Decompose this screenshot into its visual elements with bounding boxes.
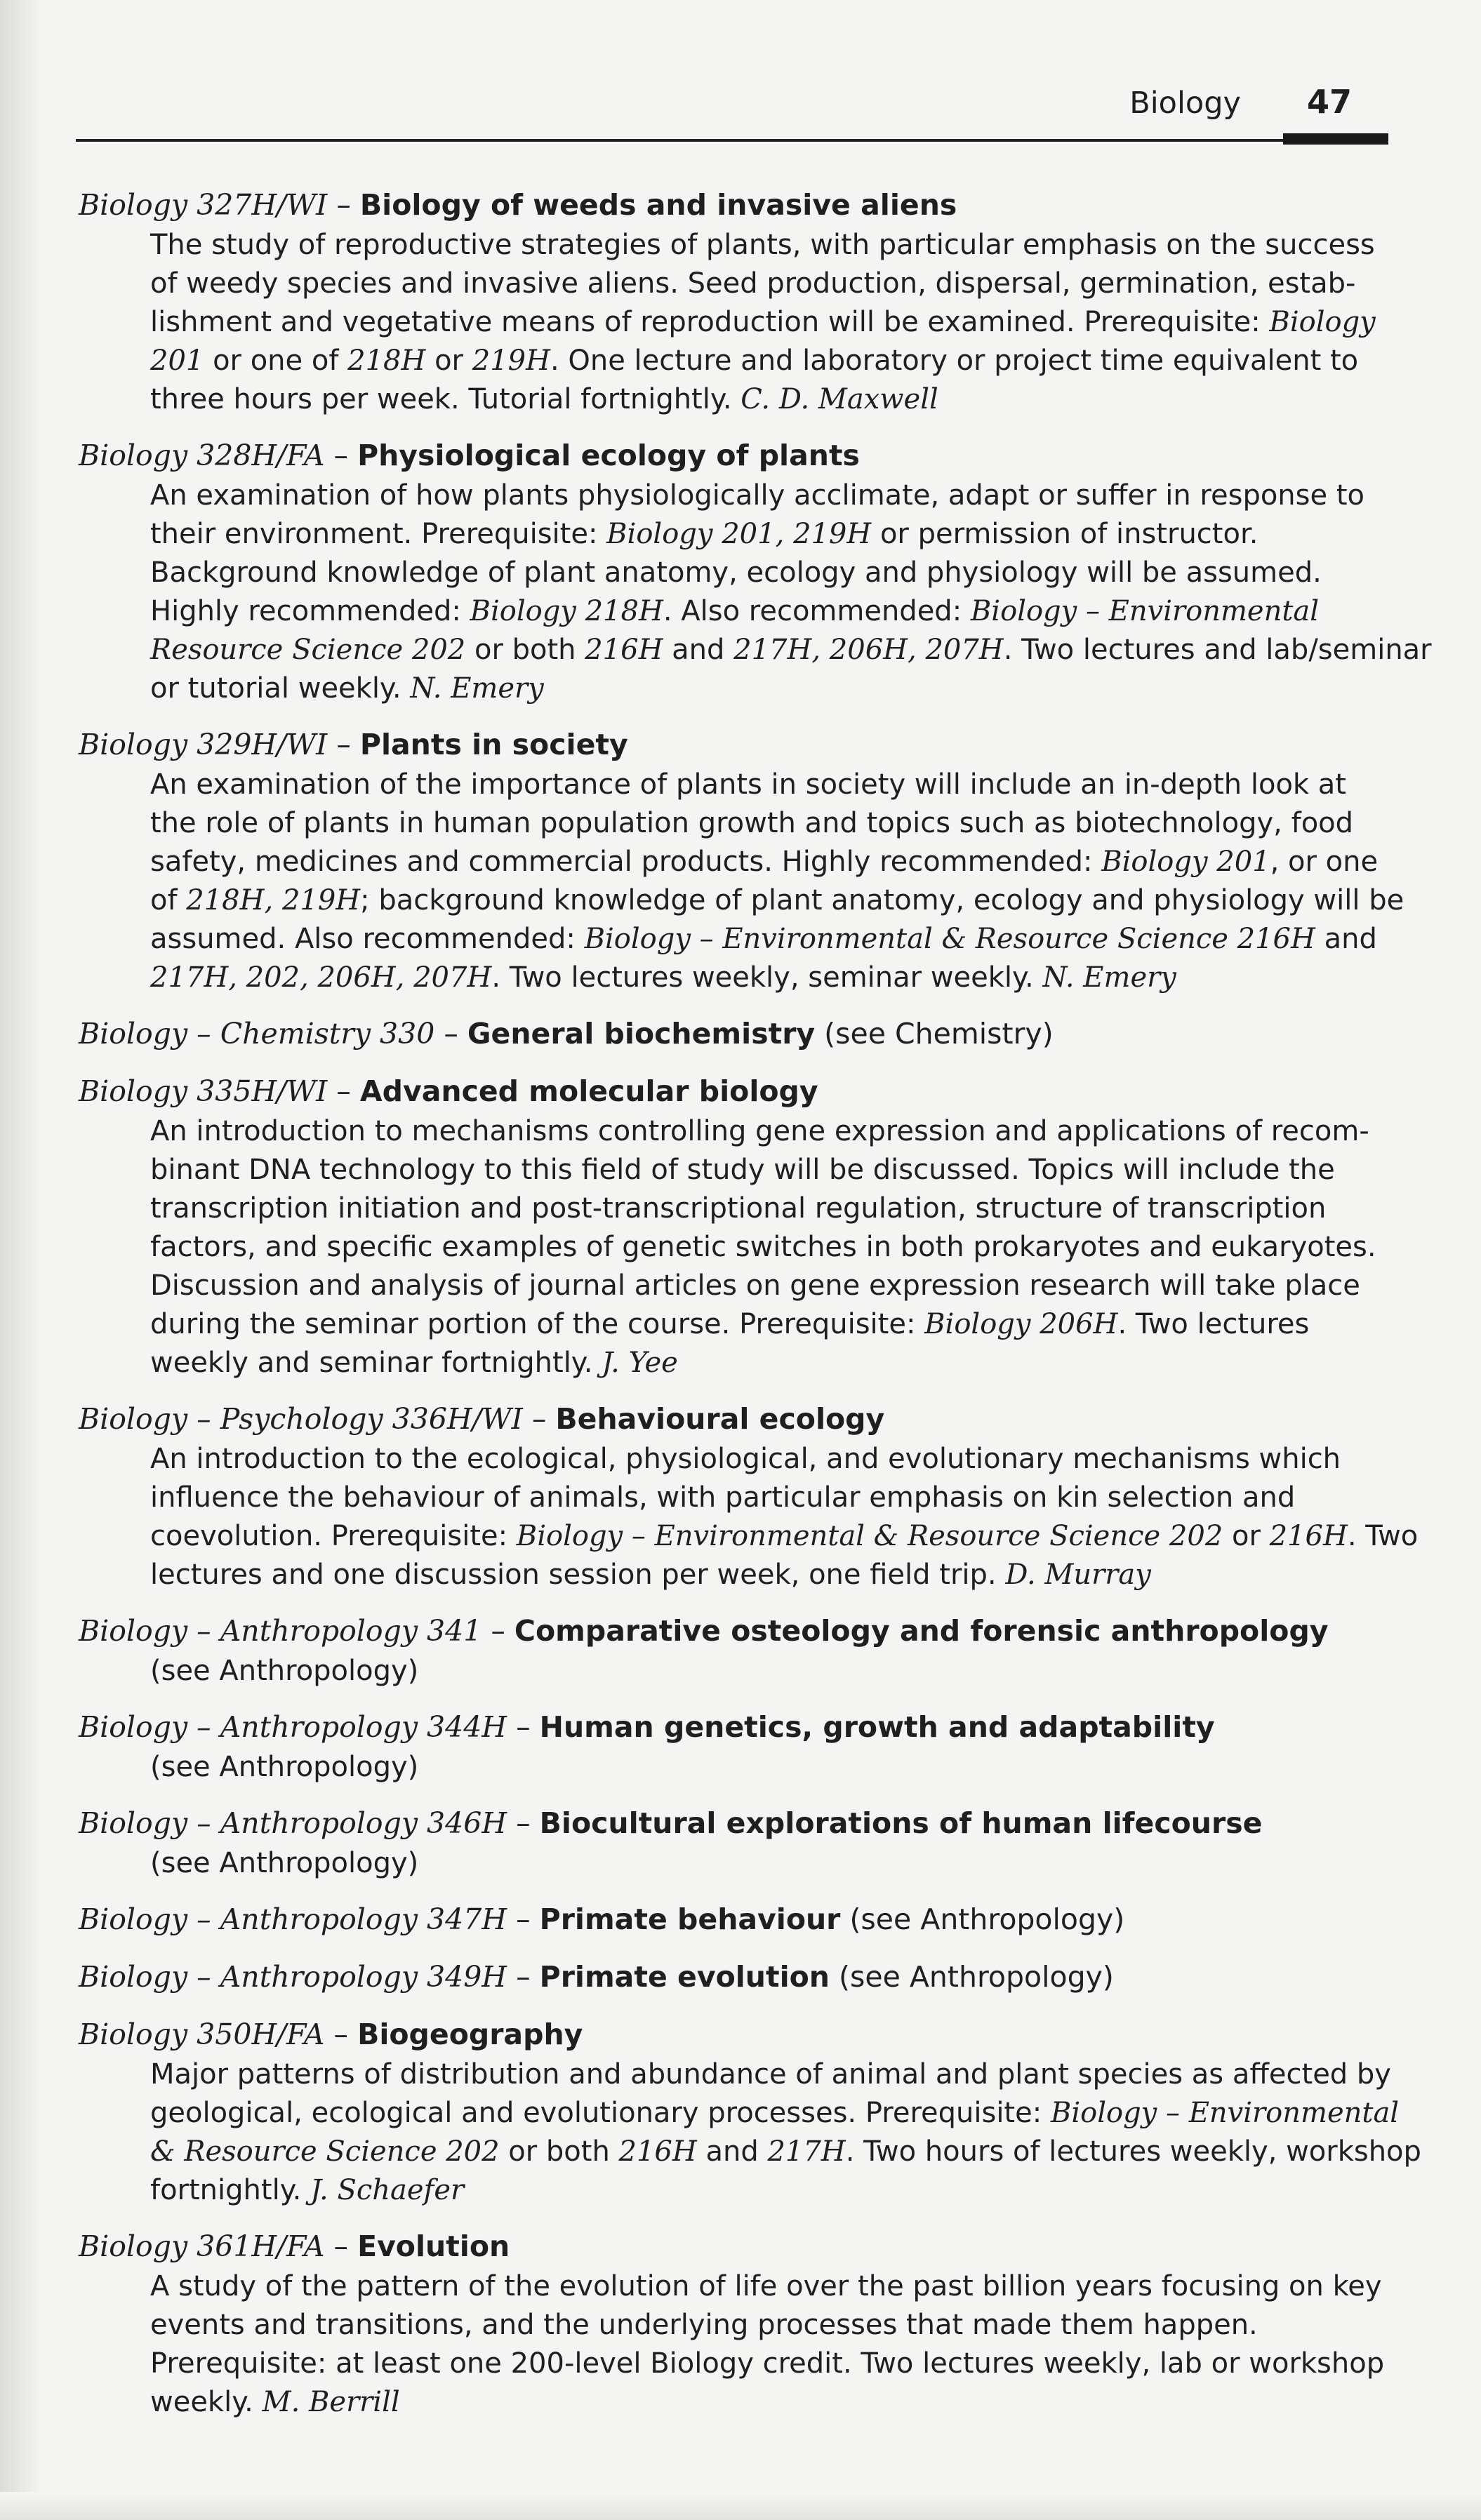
cross-reference: (see Anthropology)	[829, 1960, 1114, 1994]
description-line: transcription initiation and post-transcriptional regulation, structure of transcription	[150, 1192, 1327, 1225]
italic-reference: Biology – Environmental & Resource Science 216H	[584, 923, 1315, 955]
cross-reference: (see Anthropology)	[840, 1902, 1125, 1936]
description-line: factors, and specific examples of genetic switches in both prokaryotes and eukaryotes.	[150, 1231, 1376, 1263]
italic-reference: 218H	[347, 345, 426, 377]
course-title	[79, 1013, 1398, 1055]
course-name: Physiological ecology of plants	[357, 439, 860, 472]
course-code: Biology – Psychology 336H/WI	[79, 1402, 523, 1436]
title-separator: –	[327, 1074, 360, 1108]
italic-reference: 216H	[1269, 1520, 1348, 1552]
title-separator: –	[327, 728, 360, 761]
course-title	[79, 1956, 1398, 1998]
course-name: Primate behaviour	[539, 1902, 841, 1936]
italic-reference: 219H	[472, 345, 550, 377]
course-description	[150, 1440, 1419, 1594]
course-entry	[79, 1802, 1398, 1883]
description-line: Major patterns of distribution and abundance of animal and plant species as affected by	[150, 2058, 1391, 2091]
title-separator: –	[507, 1960, 540, 1994]
italic-reference: 217H	[767, 2135, 846, 2168]
section-title: Biology	[1129, 86, 1241, 121]
title-separator: –	[507, 1902, 540, 1936]
course-description	[150, 1652, 1398, 1691]
course-code: Biology – Anthropology 349H	[79, 1960, 507, 1994]
course-name: General biochemistry	[467, 1017, 816, 1051]
italic-reference: 217H, 202, 206H, 207H	[150, 961, 492, 994]
italic-reference: J. Schaefer	[310, 2174, 465, 2206]
italic-reference: M. Berrill	[262, 2386, 400, 2418]
course-entry	[79, 1013, 1398, 1055]
italic-reference: C. D. Maxwell	[740, 383, 938, 415]
course-entry	[79, 2013, 1421, 2210]
course-name: Advanced molecular biology	[359, 1074, 818, 1108]
course-name: Primate evolution	[539, 1960, 830, 1994]
italic-reference: N. Emery	[1042, 961, 1176, 994]
course-title	[79, 1610, 1398, 1652]
course-name: Plants in society	[359, 728, 628, 761]
course-code: Biology – Anthropology 347H	[79, 1902, 507, 1936]
italic-reference: Biology – Environmental	[1050, 2097, 1400, 2129]
course-name: Biocultural explorations of human lifecourse	[539, 1806, 1263, 1840]
course-code: Biology 327H/WI	[79, 188, 328, 222]
course-title	[79, 1398, 1398, 1440]
italic-reference: Biology – Environmental & Resource Science 202	[516, 1520, 1223, 1552]
description-line: (see Anthropology)	[150, 1751, 419, 1783]
italic-reference: 216H	[585, 634, 663, 666]
italic-reference: N. Emery	[410, 672, 544, 705]
course-entry	[79, 724, 1404, 997]
italic-reference: Biology 201	[1101, 846, 1270, 878]
title-separator: –	[324, 2229, 358, 2263]
course-name: Behavioural ecology	[555, 1402, 885, 1436]
description-line: An examination of how plants physiologically acclimate, adapt or suffer in response to	[150, 479, 1364, 512]
description-line: binant DNA technology to this field of study will be discussed. Topics will include the	[150, 1154, 1335, 1186]
course-entry	[79, 1898, 1398, 1940]
description-line: lectures and one discussion session per week, one field trip. D. Murray	[150, 1559, 1151, 1591]
italic-reference: Biology	[1269, 306, 1376, 338]
course-description	[150, 476, 1432, 708]
course-title	[79, 2225, 1398, 2267]
italic-reference: Biology 201, 219H	[606, 518, 872, 550]
italic-reference: Resource Science 202	[150, 634, 466, 666]
description-line: Discussion and analysis of journal articles on gene expression research will take place	[150, 1269, 1360, 1302]
description-line: An examination of the importance of plants in society will include an in-depth look at	[150, 768, 1346, 801]
description-line: weekly. M. Berrill	[150, 2386, 400, 2418]
page-edge-shadow	[0, 0, 42, 2520]
course-entry	[79, 1070, 1398, 1382]
course-entry	[79, 2225, 1398, 2422]
course-title	[79, 1706, 1398, 1748]
course-entry	[79, 434, 1432, 708]
course-name: Biology of weeds and invasive aliens	[359, 188, 957, 222]
course-name: Comparative osteology and forensic anthropology	[514, 1614, 1329, 1648]
italic-reference: 217H, 206H, 207H	[733, 634, 1004, 666]
course-description	[150, 1112, 1398, 1382]
course-title	[79, 434, 1398, 476]
course-title	[79, 184, 1398, 226]
course-description	[150, 766, 1404, 997]
course-description	[150, 2055, 1421, 2210]
course-code: Biology – Anthropology 344H	[79, 1710, 507, 1744]
course-code: Biology 361H/FA	[79, 2229, 325, 2263]
description-line: weekly and seminar fortnightly. J. Yee	[150, 1347, 678, 1379]
description-line: coevolution. Prerequisite: Biology – Environmental & Resource Science 202 or 216H. Two	[150, 1520, 1419, 1552]
course-entry	[79, 1706, 1398, 1787]
description-line: lishment and vegetative means of reproduction will be examined. Prerequisite: Biology	[150, 306, 1376, 338]
italic-reference: Biology 218H	[470, 595, 663, 627]
course-title	[79, 1070, 1398, 1112]
description-line: of weedy species and invasive aliens. Seed production, dispersal, germination, estab-	[150, 267, 1356, 300]
italic-reference: Biology – Environmental	[970, 595, 1320, 627]
course-title	[79, 2013, 1398, 2055]
course-description	[150, 1748, 1398, 1787]
italic-reference: D. Murray	[1005, 1559, 1151, 1591]
header-rule	[76, 139, 1388, 142]
title-separator: –	[327, 188, 360, 222]
italic-reference: 216H	[618, 2135, 697, 2168]
italic-reference: 218H, 219H	[186, 884, 361, 916]
description-line: (see Anthropology)	[150, 1847, 419, 1879]
title-separator: –	[324, 439, 358, 472]
description-line: Highly recommended: Biology 218H. Also recommended: Biology – Environmental	[150, 595, 1320, 627]
description-line: or tutorial weekly. N. Emery	[150, 672, 544, 705]
course-list	[79, 184, 1432, 2437]
header-rule-tab	[1283, 133, 1388, 145]
course-code: Biology 335H/WI	[79, 1074, 328, 1108]
course-code: Biology – Anthropology 341	[79, 1614, 482, 1648]
course-description	[150, 226, 1398, 419]
course-code: Biology 350H/FA	[79, 2018, 325, 2051]
title-separator: –	[507, 1710, 540, 1744]
cross-reference: (see Chemistry)	[815, 1017, 1054, 1051]
description-line: their environment. Prerequisite: Biology 201, 219H or permission of instructor.	[150, 518, 1258, 550]
description-line: The study of reproductive strategies of plants, with particular emphasis on the success	[150, 229, 1375, 261]
description-line: during the seminar portion of the course. Prerequisite: Biology 206H. Two lectures	[150, 1308, 1310, 1340]
description-line: of 218H, 219H; background knowledge of plant anatomy, ecology and physiology will be	[150, 884, 1404, 916]
description-line: assumed. Also recommended: Biology – Environmental & Resource Science 216H and	[150, 923, 1377, 955]
page-bottom-shadow	[0, 2492, 1481, 2520]
course-name: Evolution	[357, 2229, 510, 2263]
italic-reference: 201	[150, 345, 204, 377]
page-header	[76, 77, 1388, 147]
course-entry	[79, 1610, 1398, 1691]
course-code: Biology 329H/WI	[79, 728, 328, 761]
course-entry	[79, 184, 1398, 419]
description-line: An introduction to the ecological, physiological, and evolutionary mechanisms which	[150, 1443, 1341, 1475]
description-line: 217H, 202, 206H, 207H. Two lectures weekly, seminar weekly. N. Emery	[150, 961, 1176, 994]
title-separator: –	[434, 1017, 467, 1051]
course-entry	[79, 1956, 1398, 1998]
description-line: 201 or one of 218H or 219H. One lecture and laboratory or project time equivalent to	[150, 345, 1359, 377]
description-line: An introduction to mechanisms controlling gene expression and applications of recom-	[150, 1115, 1369, 1147]
course-title	[79, 724, 1398, 766]
title-separator: –	[482, 1614, 514, 1648]
description-line: events and transitions, and the underlying processes that made them happen.	[150, 2309, 1258, 2341]
course-code: Biology – Chemistry 330	[79, 1017, 435, 1051]
italic-reference: Biology 206H	[924, 1308, 1118, 1340]
course-code: Biology – Anthropology 346H	[79, 1806, 507, 1840]
course-title	[79, 1898, 1398, 1940]
course-name: Biogeography	[357, 2018, 583, 2051]
description-line: safety, medicines and commercial products. Highly recommended: Biology 201, or one	[150, 846, 1379, 878]
course-code: Biology 328H/FA	[79, 439, 325, 472]
description-line: Background knowledge of plant anatomy, ecology and physiology will be assumed.	[150, 556, 1322, 589]
course-description	[150, 2267, 1398, 2422]
description-line: Prerequisite: at least one 200-level Biology credit. Two lectures weekly, lab or workshop	[150, 2347, 1385, 2380]
description-line: & Resource Science 202 or both 216H and 217H. Two hours of lectures weekly, workshop	[150, 2135, 1421, 2168]
course-title	[79, 1802, 1398, 1844]
description-line: (see Anthropology)	[150, 1655, 419, 1687]
description-line: fortnightly. J. Schaefer	[150, 2174, 465, 2206]
course-description	[150, 1844, 1398, 1883]
description-line: three hours per week. Tutorial fortnightly. C. D. Maxwell	[150, 383, 938, 415]
italic-reference: J. Yee	[602, 1347, 678, 1379]
description-line: influence the behaviour of animals, with particular emphasis on kin selection and	[150, 1481, 1296, 1514]
course-entry	[79, 1398, 1419, 1594]
description-line: the role of plants in human population growth and topics such as biotechnology, food	[150, 807, 1354, 839]
page-number: 47	[1306, 83, 1352, 121]
course-name: Human genetics, growth and adaptability	[539, 1710, 1215, 1744]
title-separator: –	[522, 1402, 556, 1436]
description-line: geological, ecological and evolutionary processes. Prerequisite: Biology – Environmental	[150, 2097, 1400, 2129]
description-line: Resource Science 202 or both 216H and 217H, 206H, 207H. Two lectures and lab/seminar	[150, 634, 1432, 666]
title-separator: –	[324, 2018, 358, 2051]
description-line: A study of the pattern of the evolution of life over the past billion years focusing on key	[150, 2270, 1382, 2302]
italic-reference: & Resource Science 202	[150, 2135, 500, 2168]
title-separator: –	[507, 1806, 540, 1840]
